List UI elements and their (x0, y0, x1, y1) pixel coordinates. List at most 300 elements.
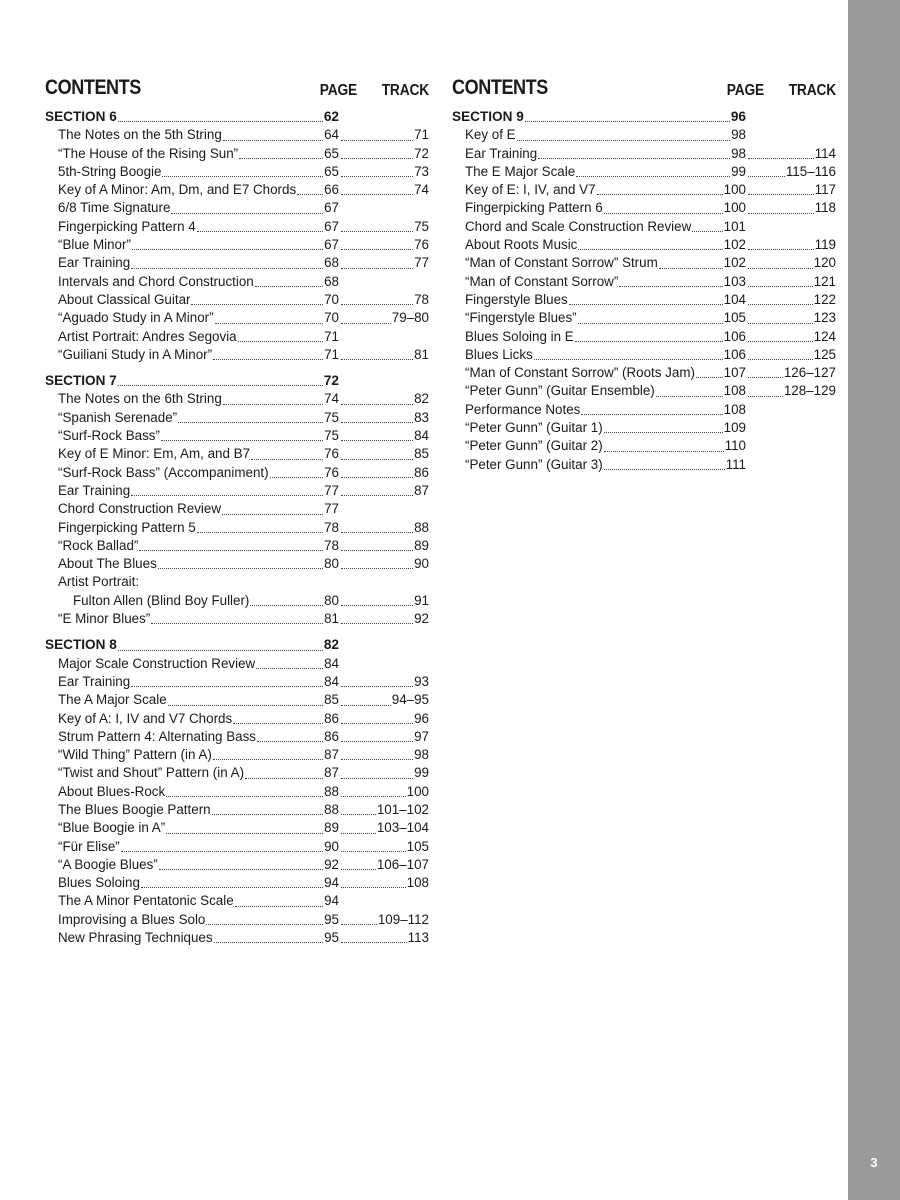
toc-entry (45, 218, 429, 236)
dot-leader (748, 213, 814, 214)
entry-track-cell (746, 346, 836, 364)
entry-page: 71 (324, 346, 339, 362)
entry-title: “Blue Minor” (58, 237, 131, 253)
entry-page: 99 (731, 163, 746, 179)
contents-section (452, 108, 836, 474)
dot-leader (121, 851, 323, 852)
entry-track-cell (339, 427, 429, 445)
dot-leader (118, 650, 323, 651)
dot-leader (575, 341, 723, 342)
entry-title: “Peter Gunn” (Guitar 1) (465, 420, 603, 436)
entry-track-cell (339, 126, 429, 144)
contents-title: CONTENTS (45, 76, 141, 99)
dot-leader (578, 249, 722, 250)
entry-title: Fingerpicking Pattern 5 (58, 519, 196, 535)
dot-leader (517, 140, 730, 141)
section-list (45, 108, 429, 947)
section-list (452, 108, 836, 474)
dot-leader (341, 623, 413, 624)
dot-leader (341, 268, 413, 269)
toc-entry (45, 445, 429, 463)
dot-leader (748, 194, 814, 195)
toc-entry (45, 610, 429, 628)
dot-leader (341, 605, 413, 606)
entry-track-cell (746, 181, 836, 199)
toc-entry (452, 181, 836, 199)
entry-track: 123 (813, 310, 836, 326)
entry-track-cell (339, 254, 429, 272)
dot-leader (341, 759, 413, 760)
toc-entry (45, 746, 429, 764)
dot-leader (604, 432, 723, 433)
dot-leader (341, 778, 413, 779)
dot-leader (581, 414, 722, 415)
page-column-header: PAGE (319, 82, 357, 99)
entry-page: 75 (324, 409, 339, 425)
dot-leader (341, 723, 413, 724)
entry-title: Key of E Minor: Em, Am, and B7 (58, 446, 251, 462)
track-column-header: TRACK (788, 82, 836, 99)
entry-page: 67 (324, 218, 339, 234)
dot-leader (341, 796, 406, 797)
entry-track: 103–104 (376, 820, 429, 836)
entry-page: 104 (723, 291, 746, 307)
entry-track: 81 (414, 346, 429, 362)
dot-leader (748, 396, 783, 397)
entry-title: Blues Licks (465, 346, 533, 362)
entry-track: 113 (407, 930, 429, 946)
dot-leader (341, 741, 413, 742)
dot-leader (213, 359, 323, 360)
page-column-header: PAGE (726, 82, 764, 99)
dot-leader (604, 213, 723, 214)
section-heading (45, 108, 429, 126)
dot-leader (250, 605, 323, 606)
dot-leader (659, 268, 723, 269)
track-column-header: TRACK (381, 82, 429, 99)
dot-leader (748, 323, 813, 324)
entry-track-cell (339, 482, 429, 500)
entry-page: 75 (324, 428, 339, 444)
entry-track-cell (339, 519, 429, 537)
entry-track-cell (339, 801, 429, 819)
entry-track: 90 (414, 556, 429, 572)
entry-track: 120 (813, 255, 836, 271)
entry-track-cell (339, 537, 429, 555)
section-heading (45, 636, 429, 654)
entry-track: 114 (814, 145, 836, 161)
toc-entry (452, 236, 836, 254)
toc-entry (45, 819, 429, 837)
dot-leader (569, 304, 723, 305)
dot-leader (341, 833, 376, 834)
toc-entry (452, 346, 836, 364)
entry-title: Key of E (465, 127, 516, 143)
toc-entry (45, 801, 429, 819)
entry-page: 108 (723, 383, 746, 399)
contents-title: CONTENTS (452, 76, 548, 99)
toc-entry (45, 573, 429, 591)
entry-track: 106–107 (376, 856, 429, 872)
toc-entry (45, 691, 429, 709)
entry-title: Chord Construction Review (58, 501, 221, 517)
entry-title: “Für Elise” (58, 838, 120, 854)
entry-track: 75 (414, 218, 429, 234)
entry-title: The A Minor Pentatonic Scale (58, 893, 234, 909)
entry-title: “Aguado Study in A Minor” (58, 310, 214, 326)
dot-leader (223, 140, 323, 141)
entry-track: 96 (414, 710, 429, 726)
section-page: 72 (323, 373, 339, 389)
toc-entry (45, 328, 429, 346)
dot-leader (341, 359, 413, 360)
entry-title: “Guiliani Study in A Minor” (58, 346, 213, 362)
entry-track: 77 (414, 255, 429, 271)
entry-title: “Man of Constant Sorrow” (Roots Jam) (465, 365, 695, 381)
dot-leader (576, 176, 730, 177)
entry-track-cell (746, 254, 836, 272)
entry-page: 92 (324, 856, 339, 872)
contents-section (45, 636, 429, 947)
entry-track: 84 (414, 428, 429, 444)
entry-title: About Classical Guitar (58, 291, 191, 307)
dot-leader (178, 422, 323, 423)
entry-page: 77 (324, 482, 339, 498)
contents-column-right (452, 72, 836, 482)
entry-page: 103 (723, 273, 746, 289)
entry-track-cell (339, 728, 429, 746)
entry-page: 67 (324, 237, 339, 253)
toc-entry (45, 929, 429, 947)
contents-section (45, 108, 429, 364)
entry-title: 5th-String Boogie (58, 163, 162, 179)
entry-page: 86 (324, 728, 339, 744)
dot-leader (748, 304, 813, 305)
entry-track-cell (746, 291, 836, 309)
dot-leader (656, 396, 723, 397)
entry-track: 89 (414, 537, 429, 553)
toc-entry (45, 346, 429, 364)
entry-title: Ear Training (465, 145, 538, 161)
entry-title: The E Major Scale (465, 163, 576, 179)
entry-track-cell (339, 218, 429, 236)
section-title: SECTION 7 (45, 373, 117, 389)
entry-page: 89 (324, 820, 339, 836)
toc-entry (45, 892, 429, 910)
dot-leader (197, 231, 323, 232)
entry-title: Ear Training (58, 482, 131, 498)
dot-leader (341, 887, 406, 888)
dot-leader (341, 323, 391, 324)
entry-page: 65 (324, 163, 339, 179)
dot-leader (604, 469, 725, 470)
entry-page: 105 (723, 310, 746, 326)
entry-page: 80 (324, 556, 339, 572)
entry-title: The Blues Boogie Pattern (58, 801, 211, 817)
toc-entry (45, 199, 429, 217)
entry-title: Strum Pattern 4: Alternating Bass (58, 728, 256, 744)
toc-entry (45, 291, 429, 309)
dot-leader (534, 359, 723, 360)
entry-track: 97 (414, 728, 429, 744)
entry-page: 87 (324, 747, 339, 763)
entry-track-cell (746, 163, 836, 181)
dot-leader (166, 833, 323, 834)
entry-track: 115–116 (785, 163, 836, 179)
entry-page: 95 (324, 930, 339, 946)
entry-title: Ear Training (58, 673, 131, 689)
dot-leader (171, 213, 323, 214)
entry-track: 128–129 (783, 383, 836, 399)
entry-track: 118 (814, 200, 836, 216)
entry-title: “Surf-Rock Bass” (58, 428, 160, 444)
entry-track: 100 (406, 783, 429, 799)
entry-title: “A Boogie Blues” (58, 856, 158, 872)
entry-page: 80 (324, 592, 339, 608)
entry-track-cell (746, 309, 836, 327)
entry-track-cell (339, 346, 429, 364)
dot-leader (341, 705, 391, 706)
entry-title: Major Scale Construction Review (58, 655, 256, 671)
toc-entry (45, 309, 429, 327)
toc-entry (45, 911, 429, 929)
toc-entry (45, 710, 429, 728)
entry-track-cell (339, 746, 429, 764)
entry-track: 83 (414, 409, 429, 425)
dot-leader (341, 924, 377, 925)
dot-leader (748, 286, 813, 287)
entry-track-cell (339, 819, 429, 837)
toc-entry (452, 254, 836, 272)
entry-page: 64 (324, 127, 339, 143)
section-title: SECTION 6 (45, 109, 117, 124)
entry-track-cell (339, 390, 429, 408)
entry-title: Chord and Scale Construction Review (465, 218, 692, 234)
section-title: SECTION 8 (45, 637, 117, 653)
dot-leader (213, 759, 323, 760)
entry-title: “Surf-Rock Bass” (Accompaniment) (58, 464, 269, 480)
dot-leader (341, 249, 413, 250)
dot-leader (597, 194, 723, 195)
dot-leader (748, 359, 813, 360)
dot-leader (197, 532, 323, 533)
entry-title: “Wild Thing” Pattern (in A) (58, 747, 212, 763)
dot-leader (341, 422, 413, 423)
entry-title: “Peter Gunn” (Guitar Ensemble) (465, 383, 655, 399)
entry-track-cell (339, 929, 429, 947)
entry-page: 94 (324, 875, 339, 891)
entry-track: 125 (813, 346, 836, 362)
entry-track-cell (339, 445, 429, 463)
dot-leader (341, 459, 413, 460)
dot-leader (212, 814, 323, 815)
entry-track: 105 (406, 838, 429, 854)
side-tab-band (848, 0, 900, 1200)
entry-title: Fingerstyle Blues (465, 291, 568, 307)
entry-track: 91 (414, 592, 429, 608)
entry-page: 70 (324, 291, 339, 307)
toc-entry (45, 181, 429, 199)
dot-leader (341, 194, 413, 195)
dot-leader (162, 176, 323, 177)
contents-header (452, 72, 836, 100)
entry-title: Key of E: I, IV, and V7 (465, 182, 596, 198)
dot-leader (233, 723, 323, 724)
entry-page: 88 (324, 801, 339, 817)
entry-page: 102 (723, 255, 746, 271)
entry-title: “Rock Ballad” (58, 537, 139, 553)
dot-leader (692, 231, 722, 232)
dot-leader (139, 550, 323, 551)
toc-entry (45, 874, 429, 892)
toc-entry (452, 291, 836, 309)
entry-title: “Blue Boogie in A” (58, 820, 166, 836)
entry-track: 78 (414, 291, 429, 307)
dot-leader (132, 249, 323, 250)
entry-track: 76 (414, 237, 429, 253)
dot-leader (696, 377, 723, 378)
entry-title: Ear Training (58, 255, 131, 271)
toc-entry (452, 456, 836, 474)
toc-entry (45, 519, 429, 537)
entry-title: About Roots Music (465, 237, 578, 253)
entry-title: New Phrasing Techniques (58, 930, 213, 946)
dot-leader (341, 686, 413, 687)
entry-track-cell (339, 409, 429, 427)
entry-track-cell (746, 145, 836, 163)
dot-leader (131, 686, 323, 687)
dot-leader (341, 814, 376, 815)
dot-leader (131, 268, 323, 269)
entry-track-cell (746, 328, 836, 346)
entry-page: 90 (324, 838, 339, 854)
entry-title: About Blues-Rock (58, 783, 166, 799)
entry-page: 87 (324, 765, 339, 781)
toc-entry (45, 409, 429, 427)
dot-leader (341, 851, 406, 852)
toc-entry (45, 236, 429, 254)
entry-page: 84 (324, 655, 339, 671)
dot-leader (341, 942, 407, 943)
entry-page: 100 (723, 200, 746, 216)
dot-leader (168, 705, 323, 706)
entry-page: 106 (723, 328, 746, 344)
entry-page: 109 (723, 420, 746, 436)
entry-page: 86 (324, 710, 339, 726)
entry-track: 94–95 (391, 692, 429, 708)
entry-page: 81 (324, 611, 339, 627)
entry-page: 100 (723, 182, 746, 198)
toc-entry (45, 592, 429, 610)
entry-title: Fingerpicking Pattern 6 (465, 200, 603, 216)
entry-track: 86 (414, 464, 429, 480)
toc-entry (452, 145, 836, 163)
entry-track-cell (339, 856, 429, 874)
entry-track: 119 (814, 237, 836, 253)
dot-leader (341, 304, 413, 305)
entry-title: “E Minor Blues” (58, 611, 151, 627)
toc-entry (45, 537, 429, 555)
dot-leader (748, 268, 813, 269)
dot-leader (159, 869, 323, 870)
entry-track-cell (339, 874, 429, 892)
section-title: SECTION 9 (452, 109, 524, 124)
entry-track: 101–102 (376, 801, 429, 817)
toc-entry (452, 419, 836, 437)
entry-track-cell (746, 236, 836, 254)
toc-entry (45, 482, 429, 500)
section-page: 82 (323, 637, 339, 653)
entry-title: 6/8 Time Signature (58, 200, 171, 216)
dot-leader (578, 323, 723, 324)
entry-track-cell (339, 309, 429, 327)
dot-leader (141, 887, 323, 888)
dot-leader (341, 477, 413, 478)
dot-leader (245, 778, 323, 779)
dot-leader (297, 194, 323, 195)
entry-title: “Man of Constant Sorrow” Strum (465, 255, 658, 271)
dot-leader (538, 158, 730, 159)
toc-entry (45, 555, 429, 573)
dot-leader (214, 942, 324, 943)
entry-title: “Peter Gunn” (Guitar 2) (465, 438, 603, 454)
entry-page: 102 (723, 237, 746, 253)
entry-title: Fingerpicking Pattern 4 (58, 218, 196, 234)
entry-track-cell (339, 145, 429, 163)
entry-track: 87 (414, 482, 429, 498)
toc-entry (452, 382, 836, 400)
dot-leader (191, 304, 323, 305)
entry-track-cell (339, 592, 429, 610)
toc-entry (452, 309, 836, 327)
entry-track: 72 (414, 145, 429, 161)
entry-track: 108 (406, 875, 429, 891)
entry-track-cell (746, 273, 836, 291)
toc-entry (452, 163, 836, 181)
dot-leader (341, 176, 413, 177)
entry-page: 68 (324, 255, 339, 271)
entry-track-cell (339, 163, 429, 181)
dot-leader (158, 568, 323, 569)
section-heading (452, 108, 836, 126)
dot-leader (604, 451, 724, 452)
entry-page: 67 (324, 200, 339, 216)
dot-leader (118, 385, 323, 386)
entry-page: 70 (324, 310, 339, 326)
dot-leader (619, 286, 722, 287)
entry-page: 88 (324, 783, 339, 799)
toc-entry (452, 273, 836, 291)
toc-entry (45, 728, 429, 746)
entry-title: The A Major Scale (58, 692, 167, 708)
toc-entry (45, 390, 429, 408)
dot-leader (238, 341, 323, 342)
entry-page: 78 (324, 519, 339, 535)
entry-page: 95 (324, 911, 339, 927)
entry-title: The Notes on the 6th String (58, 391, 222, 407)
dot-leader (223, 404, 323, 405)
toc-entry (45, 427, 429, 445)
entry-title: “Peter Gunn” (Guitar 3) (465, 456, 603, 472)
toc-entry (45, 838, 429, 856)
entry-track-cell (339, 181, 429, 199)
dot-leader (151, 623, 323, 624)
toc-entry (45, 856, 429, 874)
entry-page: 94 (324, 893, 339, 909)
dot-leader (341, 440, 413, 441)
entry-track: 109–112 (377, 911, 429, 927)
toc-entry (452, 328, 836, 346)
